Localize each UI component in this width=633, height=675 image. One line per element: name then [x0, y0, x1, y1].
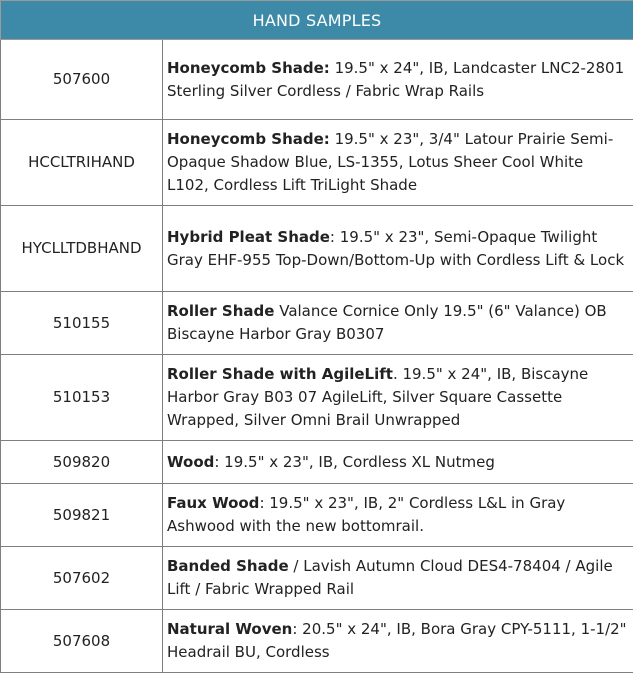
product-name: Faux Wood: [167, 494, 260, 512]
sample-code: 510155: [1, 292, 163, 355]
sample-description: [163, 547, 633, 610]
product-details: : 19.5" x 23", Semi-Opaque Twilight Gray EHF-955 Top-Down/Bottom-Up with Cordless Lift & Lock: [167, 227, 625, 269]
table-row: [1, 292, 633, 355]
product-details: : 20.5" x 24", IB, Bora Gray CPY-5111, 1-1/2" Headrail BU, Cordless: [167, 620, 627, 661]
product-name: Banded Shade: [167, 557, 289, 575]
table-row: [1, 206, 633, 292]
sample-code: 509821: [1, 484, 163, 547]
sample-code: HYCLLTDBHAND: [1, 206, 163, 292]
sample-code: 507602: [1, 547, 163, 610]
table-row: [1, 120, 633, 206]
table-row: [1, 547, 633, 610]
product-name: Hybrid Pleat Shade: [167, 227, 330, 246]
product-details: : 19.5" x 23", IB, 2" Cordless L&L in Gray Ashwood with the new bottomrail.: [167, 494, 566, 535]
sample-description: [163, 206, 633, 292]
product-name: Roller Shade with AgileLift: [167, 365, 393, 383]
sample-description: [163, 610, 633, 673]
sample-description: [163, 355, 633, 441]
product-details: 19.5" x 23", 3/4" Latour Prairie Semi-Opaque Shadow Blue, LS-1355, Lotus Sheer Cool White L102, Cordless Lift TriLight Shade: [167, 130, 614, 194]
sample-description: [163, 484, 633, 547]
product-details: : 19.5" x 23", IB, Cordless XL Nutmeg: [214, 452, 495, 471]
sample-description: [163, 40, 633, 120]
product-name: Natural Woven: [167, 620, 293, 638]
product-name: Roller Shade: [167, 302, 275, 320]
product-name: Wood: [167, 452, 215, 471]
sample-code: 507608: [1, 610, 163, 673]
table-row: [1, 441, 633, 484]
product-name: Honeycomb Shade:: [167, 130, 330, 148]
product-details: 19.5" x 24", IB, Landcaster LNC2-2801 Sterling Silver Cordless / Fabric Wrap Rails: [167, 58, 625, 100]
sample-code: HCCLTRIHAND: [1, 120, 163, 206]
sample-description: [163, 441, 633, 484]
product-details: . 19.5" x 24", IB, Biscayne Harbor Gray B03 07 AgileLift, Silver Square Cassette Wrapped, Silver Omni Brail Unwrapped: [167, 365, 589, 429]
table-row: [1, 40, 633, 120]
table-row: [1, 610, 633, 673]
sample-code: 510153: [1, 355, 163, 441]
product-name: Honeycomb Shade:: [167, 58, 330, 77]
sample-code: 507600: [1, 40, 163, 120]
sample-code: 509820: [1, 441, 163, 484]
table-row: [1, 484, 633, 547]
sample-description: [163, 292, 633, 355]
product-details: Valance Cornice Only 19.5" (6" Valance) OB Biscayne Harbor Gray B0307: [167, 302, 607, 343]
table-row: [1, 355, 633, 441]
header-row: [1, 1, 633, 40]
table-header: HAND SAMPLES: [1, 1, 633, 40]
sample-description: [163, 120, 633, 206]
product-details: / Lavish Autumn Cloud DES4-78404 / Agile Lift / Fabric Wrapped Rail: [167, 557, 613, 598]
